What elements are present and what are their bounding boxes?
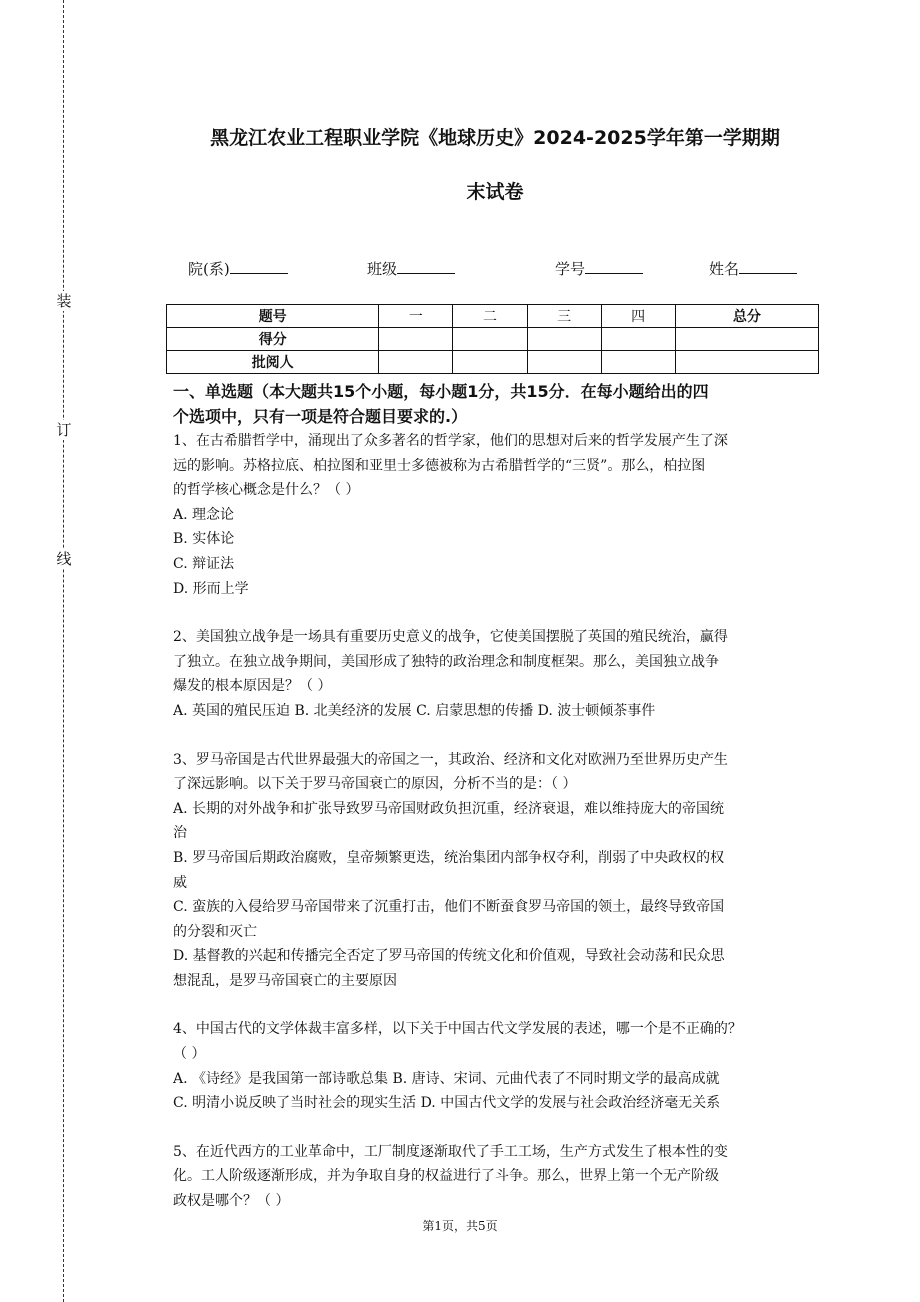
question-text: 5、在近代西方的工业革命中，工厂制度逐渐取代了手工工场，生产方式发生了根本性的变 [173, 1143, 728, 1160]
question-text: 的哲学核心概念是什么？（ ） [173, 482, 360, 499]
question-1 [173, 429, 819, 601]
option-a: A. 长期的对外战争和扩张导致罗马帝国财政负担沉重，经济衰退，难以维持庞大的帝国统 [173, 800, 725, 817]
option-c: C. 辩证法 [173, 555, 235, 572]
option-b: 威 [173, 874, 187, 891]
option-d: 想混乱，是罗马帝国衰亡的主要原因 [173, 972, 397, 989]
header-cell: 二 [453, 305, 527, 328]
name-blank[interactable] [739, 259, 797, 274]
score-cell[interactable] [527, 328, 601, 351]
reviewer-cell[interactable] [527, 351, 601, 374]
score-cell[interactable] [379, 328, 453, 351]
class-label: 班级 [367, 260, 398, 278]
options-line: A. 英国的殖民压迫 B. 北美经济的发展 C. 启蒙思想的传播 D. 波士顿倾茶事件 [173, 702, 656, 719]
question-text: 1、在古希腊哲学中，涌现出了众多著名的哲学家，他们的思想对后来的哲学发展产生了深 [173, 433, 728, 449]
binding-dashed-line [63, 0, 64, 1302]
binding-char-zhuang: 装 [56, 292, 72, 310]
option-d: D. 形而上学 [173, 580, 249, 597]
question-2 [173, 625, 819, 723]
question-text: 了深远影响。以下关于罗马帝国衰亡的原因，分析不当的是：（ ） [173, 776, 577, 793]
header-cell: 四 [601, 305, 675, 328]
option-d: D. 基督教的兴起和传播完全否定了罗马帝国的传统文化和价值观，导致社会动荡和民众思 [173, 948, 725, 965]
header-cell: 总分 [675, 305, 818, 328]
dept-label: 院(系) [188, 260, 230, 278]
row-label: 得分 [167, 328, 379, 351]
page-footer: 第1页，共5页 [422, 1219, 498, 1233]
dept-blank[interactable] [230, 259, 288, 274]
reviewer-cell[interactable] [675, 351, 818, 374]
score-cell[interactable] [675, 328, 818, 351]
option-c: 的分裂和灭亡 [173, 923, 257, 940]
question-3 [173, 748, 819, 994]
name-field [709, 258, 797, 279]
student-id-label: 学号 [555, 260, 586, 278]
option-a: 治 [173, 825, 187, 842]
question-text: 政权是哪个？（ ） [173, 1193, 290, 1210]
exam-content [173, 379, 819, 1214]
options-line: C. 明清小说反映了当时社会的现实生活 D. 中国古代文学的发展与社会政治经济毫无关系 [173, 1095, 721, 1112]
score-table-header-row [167, 305, 819, 328]
name-label: 姓名 [709, 260, 740, 278]
reviewer-cell[interactable] [453, 351, 527, 374]
class-blank[interactable] [397, 259, 455, 274]
binding-char-xian: 线 [56, 550, 72, 568]
score-cell[interactable] [601, 328, 675, 351]
question-text: （ ） [173, 1046, 206, 1063]
exam-title [150, 111, 840, 219]
question-text: 远的影响。苏格拉底、柏拉图和亚里士多德被称为古希腊哲学的“三贤”。那么，柏拉图 [173, 457, 706, 474]
section-heading-line-1: 一、单选题（本大题共15个小题，每小题1分，共15分．在每小题给出的四 [173, 382, 709, 401]
student-id-field [555, 258, 643, 279]
header-cell: 一 [379, 305, 453, 328]
score-cell[interactable] [453, 328, 527, 351]
option-b: B. 实体论 [173, 531, 235, 548]
section-heading-line-2: 个选项中，只有一项是符合题目要求的.） [173, 407, 468, 426]
header-cell: 题号 [167, 305, 379, 328]
binding-char-ding: 订 [56, 421, 72, 439]
option-a: A. 理念论 [173, 506, 235, 523]
question-text: 化。工人阶级逐渐形成，并为争取自身的权益进行了斗争。那么，世界上第一个无产阶级 [173, 1168, 719, 1185]
reviewer-cell[interactable] [601, 351, 675, 374]
header-cell: 三 [527, 305, 601, 328]
class-field [367, 258, 455, 279]
row-label: 批阅人 [167, 351, 379, 374]
question-text: 3、罗马帝国是古代世界最强大的帝国之一，其政治、经济和文化对欧洲乃至世界历史产生 [173, 751, 728, 768]
reviewer-cell[interactable] [379, 351, 453, 374]
option-b: B. 罗马帝国后期政治腐败，皇帝频繁更迭，统治集团内部争权夺利，削弱了中央政权的权 [173, 849, 725, 866]
score-row [167, 328, 819, 351]
reviewer-row [167, 351, 819, 374]
options-line: A. 《诗经》是我国第一部诗歌总集 B. 唐诗、宋词、元曲代表了不同时期文学的最高成就 [173, 1070, 720, 1087]
dept-field [188, 258, 288, 279]
question-5 [173, 1140, 819, 1214]
question-text: 4、中国古代的文学体裁丰富多样，以下关于中国古代文学发展的表述，哪一个是不正确的？ [173, 1021, 742, 1038]
title-line-1: 黑龙江农业工程职业学院《地球历史》2024-2025学年第一学期期 [210, 127, 780, 149]
title-line-2: 末试卷 [466, 181, 524, 203]
option-c: C. 蛮族的入侵给罗马帝国带来了沉重打击，他们不断蚕食罗马帝国的领土，最终导致帝国 [173, 899, 725, 916]
question-text: 2、美国独立战争是一场具有重要历史意义的战争，它使美国摆脱了英国的殖民统治，赢得 [173, 629, 728, 646]
student-id-blank[interactable] [585, 259, 643, 274]
question-4 [173, 1017, 819, 1115]
question-text: 爆发的根本原因是？（ ） [173, 678, 332, 695]
question-text: 了独立。在独立战争期间，美国形成了独特的政治理念和制度框架。那么，美国独立战争 [173, 653, 719, 670]
score-table [166, 304, 819, 374]
